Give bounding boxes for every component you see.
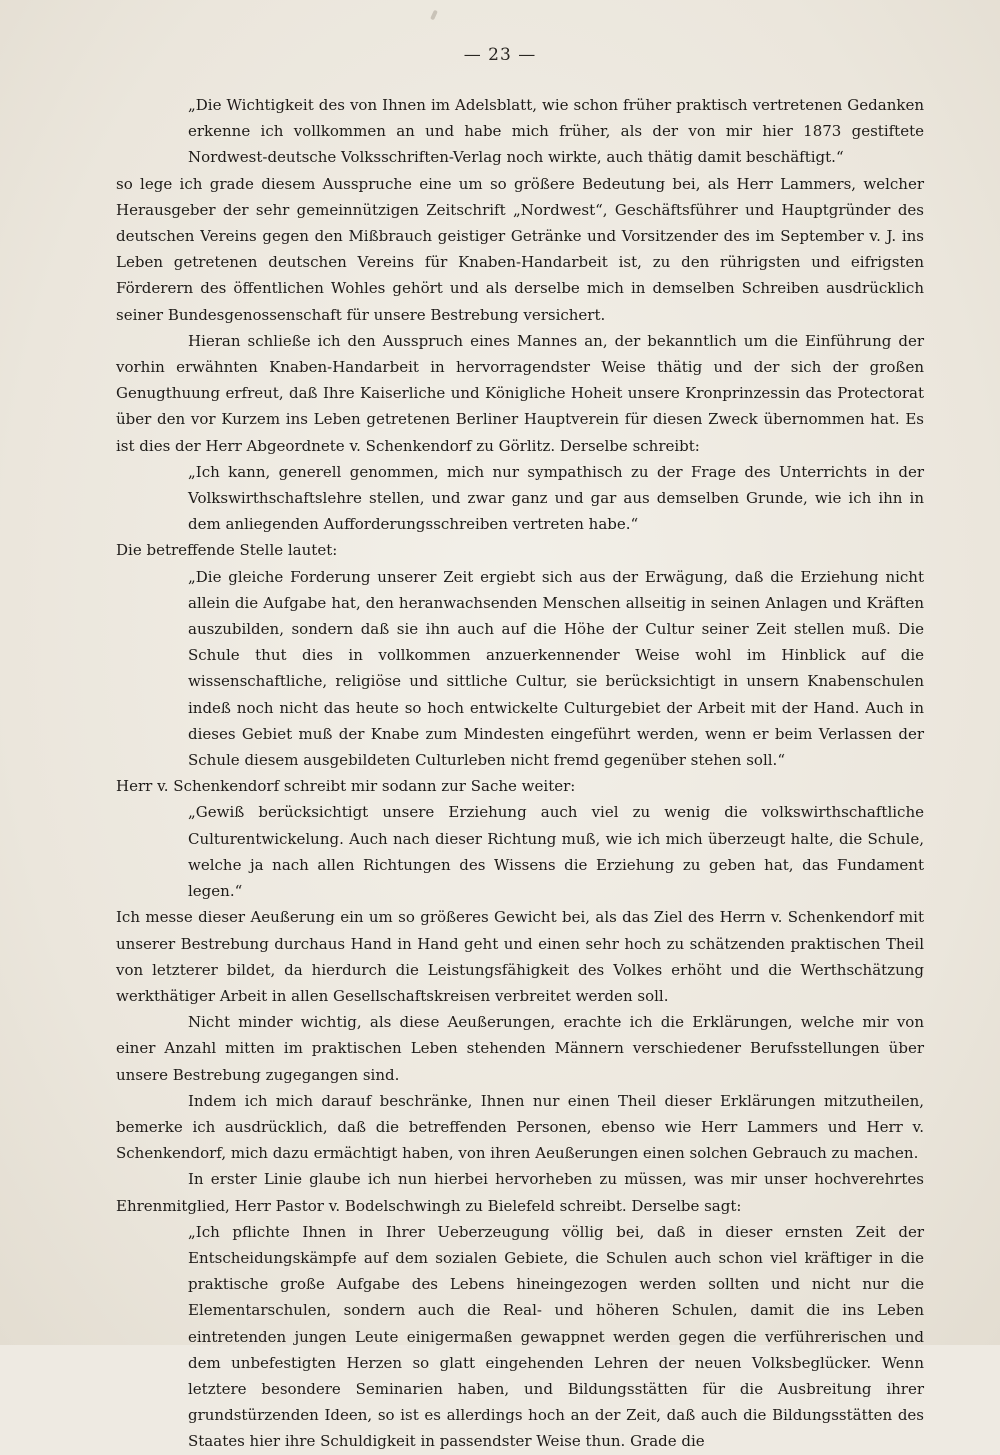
paragraph-lammers-commentary: so lege ich grade diesem Ausspruche eine um so größere Bedeutung bei, als Herr Lammers, welcher Herausgeber der sehr gemeinnützigen Zeitschrift „Nordwest“, Geschäftsführer und Hauptgründer des deutschen Vereins gegen den Mißbrauch geistiger Getränke und Vorsitzender des im September v. J. ins Leben getretenen deutschen Vereins für Knaben-Handarbeit ist, zu den rührigsten und eifrigsten Förderern des öffentlichen Wohles gehört und als derselbe mich in demselben Schreiben ausdrücklich seiner Bundesgenossenschaft für unsere Bestrebung versichert. xyxy=(116,174,924,324)
paragraph-quote-forderung: „Die gleiche Forderung unserer Zeit ergiebt sich aus der Erwägung, daß die Erziehung nicht allein die Aufgabe hat, den heranwachsenden Menschen allseitig in seinen Anlagen und Kräften auszubilden, sondern daß sie ihn auch auf die Höhe der Cultur seiner Zeit stellen muß. Die Schule thut dies in vollkommen anzuerkennender Weise wohl im Hinblick auf die wissenschaftliche, religiöse und sittliche Cultur, sie berücksichtigt in unsern Knabenschulen indeß noch nicht das heute so hoch entwickelte Culturgebiet der Arbeit mit der Hand. Auch in dieses Gebiet muß der Knabe zum Mindesten eingeführt werden, wenn er beim Verlassen der Schule diesem ausgebildeten Culturleben nicht fremd gegenüber stehen soll.“ xyxy=(188,567,924,770)
paragraph-beschraenke: Indem ich mich darauf beschränke, Ihnen nur einen Theil dieser Erklärungen mitzutheilen, bemerke ich ausdrücklich, daß die betreffenden Personen, ebenso wie Herr Lammers und Herr v. Schenkendorf, mich dazu ermächtigt haben, von ihren Aeußerungen einen solchen Gebrauch zu machen. xyxy=(116,1091,924,1163)
page-number: — 23 — xyxy=(463,45,537,65)
paper-speck xyxy=(430,10,438,21)
paragraph-quote-lammers: „Die Wichtigkeit des von Ihnen im Adelsblatt, wie schon früher praktisch vertretenen Gedanken erkenne ich vollkommen an und habe mich früher, als der von mir hier 1873 gestiftete Nordwest-deutsche Volksschriften-Verlag noch wirkte, auch thätig damit beschäftigt.“ xyxy=(188,96,924,167)
paragraph-schenkendorf-intro: Hieran schließe ich den Ausspruch eines Mannes an, der bekanntlich um die Einführung der vorhin erwähnten Knaben-Handarbeit in hervorragendster Weise thätig und der sich der großen Genugthuung erfreut, daß Ihre Kaiserliche und Königliche Hoheit unsere Kronprinzessin das Protectorat über den vor Kurzem ins Leben getretenen Berliner Hauptverein für diesen Zweck übernommen hat. Es ist dies der Herr Abgeordnete v. Schenkendorf zu Görlitz. Derselbe schreibt: xyxy=(116,331,924,455)
body-text xyxy=(116,92,924,1455)
paragraph-quote-schenkendorf-1: „Ich kann, generell genommen, mich nur sympathisch zu der Frage des Unterrichts in der Volkswirthschaftslehre stellen, und zwar ganz und gar aus demselben Grunde, wie ich ihn in dem anliegenden Aufforderungsschreiben vertreten habe.“ xyxy=(188,462,924,534)
paragraph-quote-schenkendorf-2: „Gewiß berücksichtigt unsere Erziehung auch viel zu wenig die volkswirthschaftliche Culturentwickelung. Auch nach dieser Richtung muß, wie ich mich überzeugt halte, die Schule, welche ja nach allen Richtungen des Wissens die Erziehung zu geben hat, das Fundament legen.“ xyxy=(188,803,924,901)
paragraph-quote-bodelschwingh: „Ich pflichte Ihnen in Ihrer Ueberzeugung völlig bei, daß in dieser ernsten Zeit der Entscheidungskämpfe auf dem sozialen Gebiete, die Schulen auch schon viel kräftiger in die praktische große Aufgabe des Lebens hineingezogen werden sollten und nicht nur die Elementarschulen, sondern auch die Real- und höheren Schulen, damit die ins Leben eintretenden jungen Leute einigermaßen gewappnet werden gegen die verführerischen und dem unbefestigten Herzen so glatt eingehenden Lehren der neuen Volksbeglücker. Wenn letztere besondere Seminarien haben, und Bildungsstätten für die Ausbreitung ihrer grundstürzenden Ideen, so ist es allerdings hoch an der Zeit, daß auch die Bildungsstätten des Staates hier ihre Schuldigkeit in passendster Weise thun. Grade die xyxy=(188,1222,924,1451)
paragraph-erklaerungen: Nicht minder wichtig, als diese Aeußerungen, erachte ich die Erklärungen, welche mir von einer Anzahl mitten im praktischen Leben stehenden Männern verschiedener Berufsstellungen über unsere Bestrebung zugegangen sind. xyxy=(116,1013,924,1084)
paragraph-aeusserung-gewicht: Ich messe dieser Aeußerung ein um so größeres Gewicht bei, als das Ziel des Herrn v. Schenkendorf mit unserer Bestrebung durchaus Hand in Hand geht und einen sehr hoch zu schätzenden praktischen Theil von letzterer bildet, da hierdurch die Leistungsfähigkeit des Volkes erhöht und die Werthschätzung werkthätiger Arbeit in allen Gesellschaftskreisen verbreitet werden soll. xyxy=(116,908,924,1005)
paragraph-schenkendorf-weiter: Herr v. Schenkendorf schreibt mir sodann zur Sache weiter: xyxy=(116,777,576,796)
paragraph-bodelschwingh-intro: In erster Linie glaube ich nun hierbei hervorheben zu müssen, was mir unser hochverehrtes Ehrenmitglied, Herr Pastor v. Bodelschwingh zu Bielefeld schreibt. Derselbe sagt: xyxy=(116,1170,924,1215)
paragraph-stelle-lautet: Die betreffende Stelle lautet: xyxy=(116,541,338,560)
